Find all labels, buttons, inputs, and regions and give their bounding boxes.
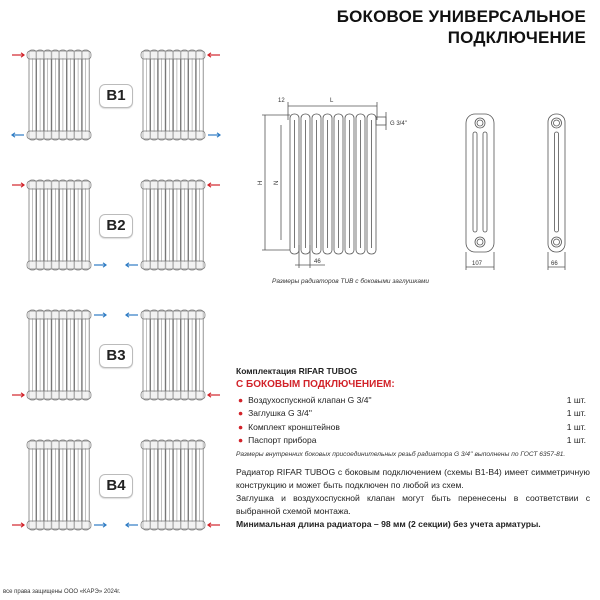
dim-66: 66 bbox=[551, 261, 558, 267]
bullet-icon: ● bbox=[238, 421, 244, 432]
supply-arrow-icon bbox=[12, 53, 24, 57]
kit-list bbox=[236, 393, 586, 447]
radiator-right bbox=[141, 310, 205, 400]
kit-item-qty: 1 шт. bbox=[566, 421, 586, 432]
return-arrow-icon bbox=[208, 133, 220, 137]
return-arrow-icon bbox=[12, 133, 24, 137]
radiator-right bbox=[141, 50, 205, 140]
scheme-label: B3 bbox=[99, 344, 133, 368]
dim-107: 107 bbox=[472, 261, 483, 267]
kit-item-name: Паспорт прибора bbox=[248, 435, 317, 446]
supply-arrow-icon bbox=[208, 53, 220, 57]
radiator-left bbox=[27, 310, 91, 400]
radiator-left bbox=[27, 440, 91, 530]
dim-l: L bbox=[330, 98, 334, 104]
supply-arrow-icon bbox=[208, 393, 220, 397]
kit-note: Размеры внутренних боковых присоединительных резьб радиатора G 3/4'' выполнены по ГОСТ 6357-81. bbox=[236, 451, 566, 458]
supply-arrow-icon bbox=[208, 183, 220, 187]
return-arrow-icon bbox=[94, 523, 106, 527]
min-length-note: Минимальная длина радиатора – 98 мм (2 секции) без учета арматуры. bbox=[236, 519, 541, 529]
thread-label: G 3/4'' bbox=[390, 121, 407, 127]
scheme-label: B1 bbox=[99, 84, 133, 108]
radiator-right bbox=[141, 180, 205, 270]
kit-title: Комплектация RIFAR TUBOG bbox=[236, 366, 358, 376]
kit-item bbox=[236, 434, 586, 448]
radiator-right bbox=[141, 440, 205, 530]
return-arrow-icon bbox=[94, 263, 106, 267]
front-view bbox=[262, 102, 386, 268]
description bbox=[236, 466, 590, 531]
return-arrow-icon bbox=[126, 263, 138, 267]
kit-item-name: Комплект кронштейнов bbox=[248, 421, 340, 432]
dimension-drawing bbox=[250, 90, 600, 290]
description-paragraph: Заглушка и воздухоспускной клапан могут быть перенесены в соответствии с выбранной схемой монтажа. bbox=[236, 493, 590, 516]
bullet-icon: ● bbox=[238, 408, 244, 419]
page-title: БОКОВОЕ УНИВЕРСАЛЬНОЕ ПОДКЛЮЧЕНИЕ bbox=[336, 7, 586, 47]
dim-n: N bbox=[274, 180, 280, 185]
description-paragraph: Радиатор RIFAR TUBOG с боковым подключением (схемы B1-B4) имеет симметричную конструкцию и может быть подключен по любой из схем. bbox=[236, 467, 590, 490]
side-view-66 bbox=[548, 114, 565, 270]
bullet-icon: ● bbox=[238, 394, 244, 405]
supply-arrow-icon bbox=[12, 183, 24, 187]
kit-item-qty: 1 шт. bbox=[566, 408, 586, 419]
dim-h: H bbox=[258, 180, 264, 185]
bullet-icon: ● bbox=[238, 435, 244, 446]
supply-arrow-icon bbox=[208, 523, 220, 527]
kit-item bbox=[236, 393, 586, 407]
return-arrow-icon bbox=[126, 523, 138, 527]
supply-arrow-icon bbox=[12, 523, 24, 527]
return-arrow-icon bbox=[94, 313, 106, 317]
kit-section bbox=[236, 366, 586, 458]
drawing-caption: Размеры радиаторов TUB с боковыми заглушками bbox=[272, 278, 430, 285]
kit-item-qty: 1 шт. bbox=[566, 394, 586, 405]
return-arrow-icon bbox=[126, 313, 138, 317]
kit-item bbox=[236, 407, 586, 421]
dim-46: 46 bbox=[314, 259, 321, 265]
kit-item-qty: 1 шт. bbox=[566, 435, 586, 446]
copyright: все права защищены ООО «КАРЭ» 2024г. bbox=[3, 589, 121, 595]
kit-subtitle: С БОКОВЫМ ПОДКЛЮЧЕНИЕМ: bbox=[236, 379, 395, 390]
dim-12: 12 bbox=[278, 98, 285, 104]
radiator-left bbox=[27, 50, 91, 140]
side-view-107 bbox=[466, 114, 494, 270]
kit-item bbox=[236, 420, 586, 434]
kit-item-name: Воздухоспускной клапан G 3/4'' bbox=[248, 394, 372, 405]
scheme-label: B4 bbox=[99, 474, 133, 498]
radiator-left bbox=[27, 180, 91, 270]
supply-arrow-icon bbox=[12, 393, 24, 397]
kit-item-name: Заглушка G 3/4'' bbox=[248, 408, 312, 419]
scheme-label: B2 bbox=[99, 214, 133, 238]
